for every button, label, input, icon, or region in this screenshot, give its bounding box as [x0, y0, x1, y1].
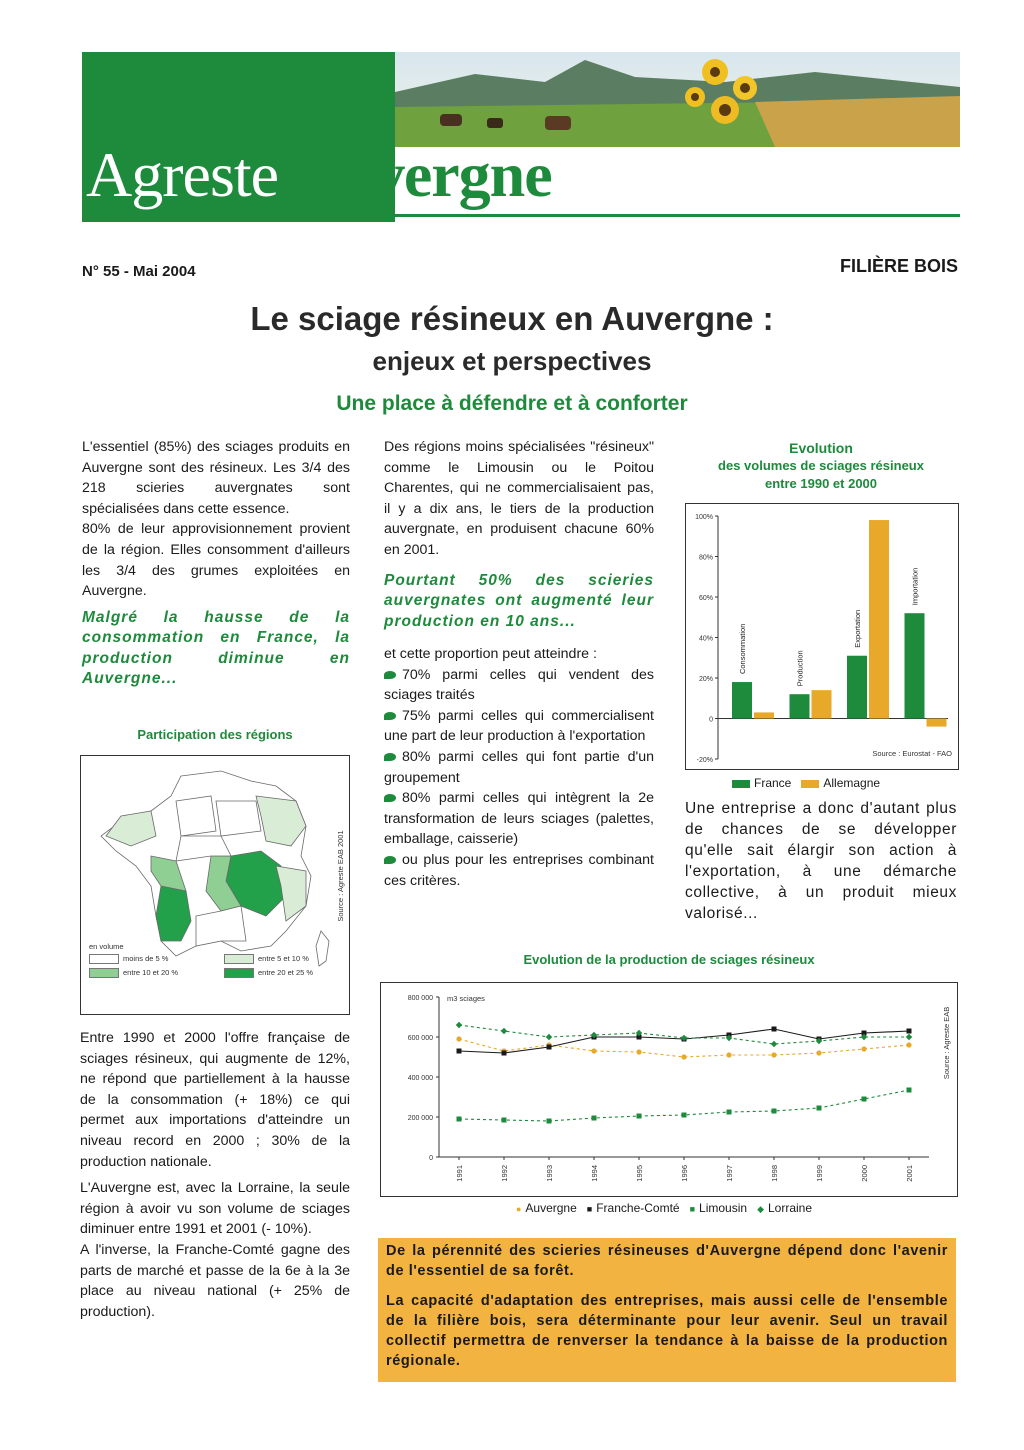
bar-allemagne-exportation	[869, 520, 889, 718]
bar-legend-label: France	[754, 776, 792, 790]
bar-y-tick-label: 0	[709, 716, 713, 724]
line-legend-label: Auvergne	[525, 1201, 577, 1215]
conclusion-paragraph-1: De la pérennité des scieries résineuses d'Auvergne dépend donc l'avenir de l'essentiel de sa forêt.	[386, 1243, 948, 1279]
line-point	[772, 1109, 777, 1114]
bar-chart-legend	[732, 776, 890, 790]
col2-bullet-item	[384, 706, 654, 747]
line-point	[591, 1048, 596, 1053]
map-legend-swatch	[89, 954, 119, 964]
masthead-rule	[395, 214, 960, 217]
line-x-tick-label: 1998	[770, 1165, 779, 1182]
bar-france-exportation	[847, 656, 867, 719]
page-tagline: Une place à défendre et à conforter	[336, 392, 688, 415]
landscape-photo	[395, 52, 960, 147]
line-x-tick-label: 1993	[545, 1165, 554, 1182]
line-point	[907, 1088, 912, 1093]
line-point	[592, 1116, 597, 1121]
line-point	[456, 1022, 462, 1028]
line-legend-marker-icon: ◆	[757, 1204, 764, 1214]
leaf-bullet-icon	[384, 856, 396, 864]
col3-paragraph-1: Une entreprise a donc d'autant plus de chances de se développer qu'elle sait élargir son action à l'exportation, à une démarche collective, à un produit mieux valorisé...	[685, 800, 957, 922]
map-legend-label: moins de 5 %	[123, 954, 169, 963]
bar-chart	[686, 504, 958, 769]
bar-chart-frame	[685, 503, 959, 770]
map-title: Participation des régions	[137, 727, 293, 742]
col2-bullet-item	[384, 665, 654, 706]
line-y-tick-label: 600 000	[407, 1035, 433, 1042]
line-point	[862, 1097, 867, 1102]
col1-subhead: Malgré la hausse de la consommation en France, la production diminue en Auvergne...	[82, 608, 350, 688]
line-chart-source: Source : Agreste EAB	[942, 1006, 951, 1080]
col2-subhead: Pourtant 50% des scieries auvergnates ont augmenté leur production en 10 ans...	[384, 571, 654, 630]
column-1-top	[82, 437, 350, 690]
map-legend-title: en volume	[89, 942, 124, 951]
bar-allemagne-consommation	[754, 712, 774, 718]
line-legend-item	[587, 1201, 680, 1215]
line-series-auvergne	[459, 1039, 909, 1057]
line-point	[547, 1119, 552, 1124]
line-point	[906, 1042, 911, 1047]
bar-category-label: Production	[795, 650, 805, 687]
col1-paragraph-1: L'essentiel (85%) des sciages produits en Auvergne sont des résineux. Les 3/4 des 218 scieries auvergnates sont spécialisées dans cette essence.	[82, 439, 350, 517]
col2-bullet-text: ou plus pour les entreprises combinant ces critères.	[384, 852, 654, 889]
line-point	[726, 1052, 731, 1057]
map-legend-swatch	[224, 954, 254, 964]
bar-legend-swatch	[732, 780, 750, 788]
masthead-word-agreste: Agreste	[86, 139, 279, 210]
masthead	[82, 52, 960, 222]
map-legend-label: entre 10 et 20 %	[123, 968, 179, 978]
line-x-tick-label: 1991	[455, 1165, 464, 1182]
col2-bullet-item	[384, 747, 654, 788]
line-x-tick-label: 1997	[725, 1165, 734, 1182]
map-legend-item	[89, 968, 224, 978]
line-point	[861, 1046, 866, 1051]
bar-y-tick-label: 40%	[698, 635, 713, 643]
line-point	[501, 1028, 507, 1034]
line-x-tick-label: 1999	[815, 1165, 824, 1182]
map-legend-swatch	[224, 968, 254, 978]
bar-category-label: Exportation	[853, 609, 862, 648]
map-legend	[89, 942, 344, 978]
line-x-tick-label: 1992	[500, 1165, 509, 1182]
section-label: FILIÈRE BOIS	[839, 256, 958, 276]
bar-y-tick-label: 80%	[698, 554, 713, 562]
line-x-tick-label: 2001	[905, 1165, 914, 1182]
line-point	[682, 1113, 687, 1118]
leaf-bullet-icon	[384, 753, 396, 761]
line-chart	[381, 983, 957, 1196]
masthead-word-auvergne: Auvergne	[293, 139, 552, 210]
line-point	[456, 1036, 461, 1041]
line-point	[457, 1049, 462, 1054]
line-point	[681, 1054, 686, 1059]
issue-number: N° 55 - Mai 2004	[82, 263, 196, 280]
line-point	[817, 1106, 822, 1111]
line-point	[772, 1027, 777, 1032]
leaf-bullet-icon	[384, 794, 396, 802]
col1-paragraph-2: 80% de leur approvisionnement provient de la région. Elles consomment d'ailleurs les 3/4 des grumes exploitées en Auvergne.	[82, 521, 350, 600]
page-subtitle: enjeux et perspectives	[372, 346, 652, 376]
line-y-tick-label: 0	[429, 1155, 433, 1162]
column-1-bottom	[80, 1028, 350, 1322]
bar-chart-title-line-3: entre 1990 et 2000	[764, 476, 878, 491]
column-2	[384, 437, 654, 891]
bar-legend-label: Allemagne	[823, 776, 881, 790]
bar-france-production	[790, 694, 810, 718]
col1-paragraph-3: Entre 1990 et 2000 l'offre française de sciages résineux, qui augmente de 12%, ne répond que partiellement à la hausse de la consommation (+ 18%) ce qui permet aux importations d'atteindre un niveau record en 2000 ; 30% de la production nationale.	[80, 1030, 350, 1170]
line-chart-frame	[380, 982, 958, 1197]
bar-legend-item	[732, 776, 791, 790]
col2-bullet-item	[384, 788, 654, 850]
bar-france-importation	[905, 613, 925, 718]
map-legend-label: entre 5 et 10 %	[258, 954, 309, 963]
bar-legend-item	[801, 776, 880, 790]
bar-y-tick-label: -20%	[696, 757, 713, 764]
col2-bullet-item	[384, 850, 654, 891]
map-legend-label: entre 20 et 25 %	[258, 968, 314, 978]
map-legend-item	[224, 954, 344, 964]
bar-y-tick-label: 20%	[698, 676, 713, 683]
bar-legend-swatch	[801, 780, 819, 788]
line-point	[727, 1110, 732, 1115]
line-legend-label: Lorraine	[767, 1201, 813, 1215]
col2-bullet-text: 75% parmi celles qui commercialisent une part de leur production à l'exportation	[384, 707, 654, 745]
col2-paragraph-1: Des régions moins spécialisées "résineux" comme le Limousin ou le Poitou Charentes, qui ne commercialisaient pas, il y a dix ans, le tiers de la production auvergnate, en produisent chacune 60% en 2001.	[384, 439, 654, 558]
line-point	[771, 1041, 777, 1047]
map-legend-item	[89, 954, 224, 964]
col1-paragraph-5: A l'inverse, la Franche-Comté gagne des parts de marché et passe de la 6e à la 3e place au niveau national (+ 25% de production).	[80, 1241, 350, 1320]
line-legend-label: Limousin	[699, 1201, 748, 1215]
line-point	[906, 1034, 912, 1040]
line-legend-item	[516, 1201, 577, 1215]
line-point	[637, 1114, 642, 1119]
line-x-tick-label: 1995	[635, 1165, 644, 1182]
col2-bullet-list	[384, 665, 654, 892]
line-legend-item	[757, 1201, 812, 1215]
bar-allemagne-production	[812, 690, 832, 718]
line-point	[907, 1029, 912, 1034]
line-point	[502, 1051, 507, 1056]
line-legend-marker-icon: ●	[515, 1204, 522, 1214]
line-legend-marker-icon: ■	[586, 1204, 593, 1214]
line-chart-legend	[380, 1201, 958, 1215]
line-point	[546, 1034, 552, 1040]
line-point	[502, 1118, 507, 1123]
leaf-bullet-icon	[384, 712, 396, 720]
line-point	[457, 1117, 462, 1122]
col2-bullet-text: 80% parmi celles qui intègrent la 2e transformation de leurs sciages (palettes, emballage, caisserie)	[384, 790, 654, 848]
line-x-tick-label: 2000	[860, 1165, 869, 1182]
line-point	[636, 1049, 641, 1054]
region-map	[80, 755, 350, 1015]
bar-chart-title-line-1: Evolution	[789, 440, 853, 456]
bar-allemagne-importation	[927, 719, 947, 727]
line-x-tick-label: 1994	[590, 1165, 599, 1182]
line-y-axis-label: m3 sciages	[447, 994, 485, 1003]
column-3	[685, 798, 957, 924]
line-chart-title: Evolution de la production de sciages résineux	[523, 952, 815, 967]
line-y-tick-label: 200 000	[407, 1115, 433, 1122]
bar-france-consommation	[732, 682, 752, 718]
map-source: Source : Agreste EAB 2001	[336, 830, 345, 922]
page-title: Le sciage résineux en Auvergne :	[250, 300, 774, 337]
bar-chart-title	[684, 439, 958, 493]
line-legend-label: Franche-Comté	[596, 1201, 680, 1215]
line-point	[771, 1052, 776, 1057]
bar-chart-source: Source : Eurostat - FAO	[872, 749, 952, 758]
conclusion-paragraph-2: La capacité d'adaptation des entreprises, mais aussi celle de l'ensemble de la filière bois, sera déterminante pour leur avenir. Seul un travail collectif permettra de renverser la tendance à la baisse de la production régionale.	[386, 1293, 948, 1369]
line-y-tick-label: 400 000	[407, 1075, 433, 1082]
bar-chart-title-line-2: des volumes de sciages résineux	[718, 458, 924, 473]
col2-bullet-text: 70% parmi celles qui vendent des sciages traités	[384, 666, 654, 704]
bar-y-tick-label: 60%	[698, 595, 713, 602]
line-legend-marker-icon: ■	[689, 1204, 696, 1214]
line-point	[816, 1050, 821, 1055]
leaf-bullet-icon	[384, 671, 396, 679]
line-y-tick-label: 800 000	[407, 995, 433, 1002]
bar-category-label: Consommation	[738, 623, 747, 675]
col2-lead: et cette proportion peut atteindre :	[384, 646, 597, 663]
conclusion-box	[378, 1238, 956, 1382]
map-legend-swatch	[89, 968, 119, 978]
bar-y-tick-label: 100%	[695, 514, 713, 521]
col1-paragraph-4: L'Auvergne est, avec la Lorraine, la seule région à avoir vu son volume de sciages diminuer entre 1991 et 2001 (- 10%).	[80, 1180, 350, 1238]
line-x-tick-label: 1996	[680, 1165, 689, 1182]
line-point	[547, 1045, 552, 1050]
map-legend-item	[224, 968, 344, 978]
bar-category-label: Importation	[910, 567, 920, 606]
line-legend-item	[690, 1201, 747, 1215]
masthead-title	[86, 138, 552, 212]
col2-bullet-text: 80% parmi celles qui font partie d'un groupement	[384, 749, 654, 786]
